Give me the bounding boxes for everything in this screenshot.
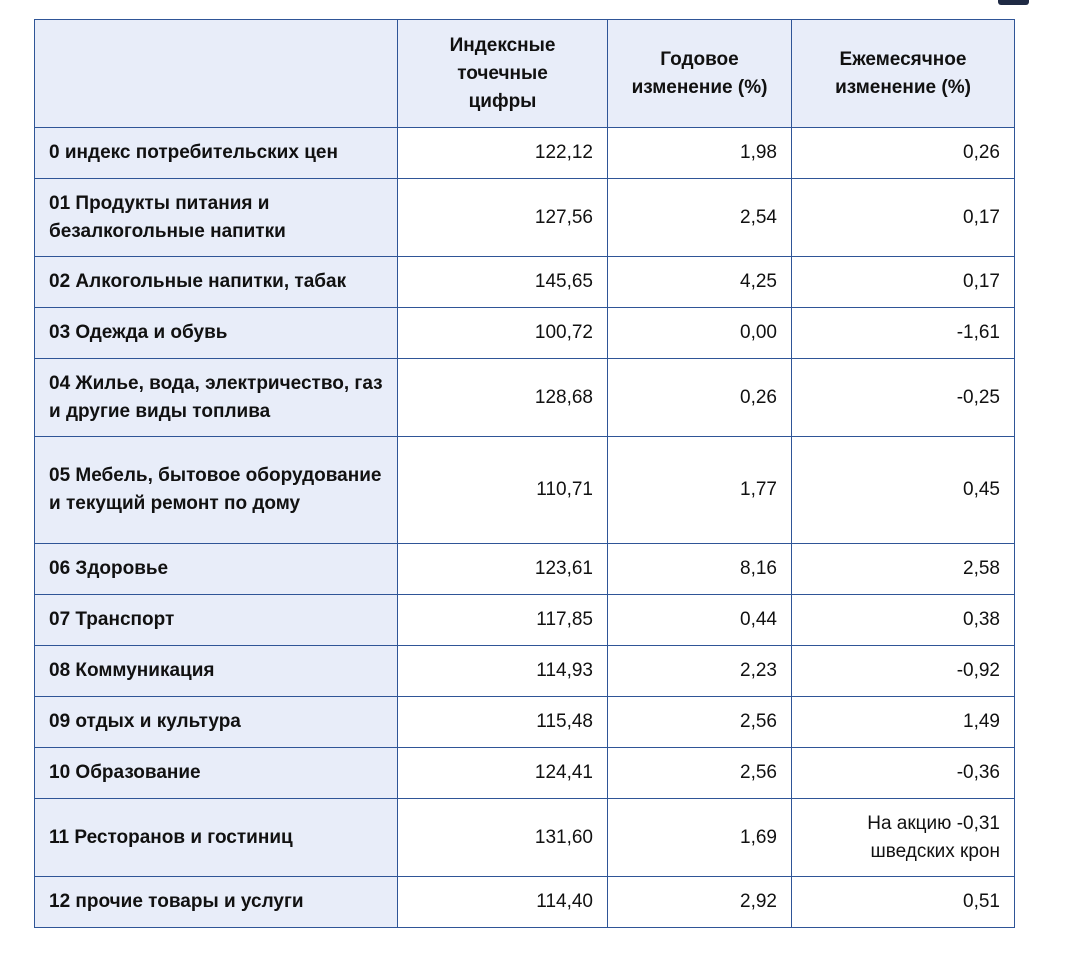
annual-change-value: 8,16 bbox=[608, 544, 792, 595]
index-value: 100,72 bbox=[398, 308, 608, 359]
row-label: 02 Алкогольные напитки, табак bbox=[35, 257, 398, 308]
annual-change-value: 0,00 bbox=[608, 308, 792, 359]
table-row bbox=[35, 748, 1015, 799]
monthly-change-value: 0,51 bbox=[792, 877, 1015, 928]
table-row bbox=[35, 437, 1015, 544]
annual-change-value: 2,23 bbox=[608, 646, 792, 697]
header-annual-change: Годовое изменение (%) bbox=[608, 20, 792, 128]
index-value: 131,60 bbox=[398, 799, 608, 877]
table-row bbox=[35, 179, 1015, 257]
annual-change-value: 0,44 bbox=[608, 595, 792, 646]
row-label: 10 Образование bbox=[35, 748, 398, 799]
row-label: 04 Жилье, вода, электричество, газ и другие виды топлива bbox=[35, 359, 398, 437]
row-label: 12 прочие товары и услуги bbox=[35, 877, 398, 928]
row-label: 03 Одежда и обувь bbox=[35, 308, 398, 359]
table-row bbox=[35, 697, 1015, 748]
table-row bbox=[35, 308, 1015, 359]
table-row bbox=[35, 544, 1015, 595]
row-label: 06 Здоровье bbox=[35, 544, 398, 595]
table-row bbox=[35, 646, 1015, 697]
index-value: 110,71 bbox=[398, 437, 608, 544]
annual-change-value: 1,77 bbox=[608, 437, 792, 544]
table-row bbox=[35, 799, 1015, 877]
monthly-change-value: 0,45 bbox=[792, 437, 1015, 544]
annual-change-value: 2,54 bbox=[608, 179, 792, 257]
index-value: 123,61 bbox=[398, 544, 608, 595]
annual-change-value: 1,69 bbox=[608, 799, 792, 877]
monthly-change-value: 1,49 bbox=[792, 697, 1015, 748]
row-label: 0 индекс потребительских цен bbox=[35, 128, 398, 179]
monthly-change-value: -0,25 bbox=[792, 359, 1015, 437]
index-value: 128,68 bbox=[398, 359, 608, 437]
table-row bbox=[35, 877, 1015, 928]
table-row bbox=[35, 257, 1015, 308]
index-value: 124,41 bbox=[398, 748, 608, 799]
monthly-change-value: -0,92 bbox=[792, 646, 1015, 697]
table-row bbox=[35, 595, 1015, 646]
row-label: 08 Коммуникация bbox=[35, 646, 398, 697]
index-value: 117,85 bbox=[398, 595, 608, 646]
index-value: 145,65 bbox=[398, 257, 608, 308]
monthly-change-value: На акцию -0,31 шведских крон bbox=[792, 799, 1015, 877]
monthly-change-value: 0,17 bbox=[792, 179, 1015, 257]
table-row bbox=[35, 359, 1015, 437]
index-value: 114,40 bbox=[398, 877, 608, 928]
monthly-change-value: 0,17 bbox=[792, 257, 1015, 308]
header-monthly-change: Ежемесячное изменение (%) bbox=[792, 20, 1015, 128]
top-edge-mark bbox=[998, 0, 1029, 5]
header-index-points: Индексные точечные цифры bbox=[398, 20, 608, 128]
table-row bbox=[35, 128, 1015, 179]
index-value: 115,48 bbox=[398, 697, 608, 748]
monthly-change-value: -1,61 bbox=[792, 308, 1015, 359]
index-value: 114,93 bbox=[398, 646, 608, 697]
annual-change-value: 1,98 bbox=[608, 128, 792, 179]
index-value: 127,56 bbox=[398, 179, 608, 257]
header-label-column bbox=[35, 20, 398, 128]
monthly-change-value: -0,36 bbox=[792, 748, 1015, 799]
monthly-change-value: 0,38 bbox=[792, 595, 1015, 646]
row-label: 11 Ресторанов и гостиниц bbox=[35, 799, 398, 877]
row-label: 01 Продукты питания и безалкогольные напитки bbox=[35, 179, 398, 257]
header-row bbox=[35, 20, 1015, 128]
monthly-change-value: 2,58 bbox=[792, 544, 1015, 595]
row-label: 09 отдых и культура bbox=[35, 697, 398, 748]
cpi-table bbox=[34, 19, 1015, 928]
annual-change-value: 2,56 bbox=[608, 697, 792, 748]
annual-change-value: 2,92 bbox=[608, 877, 792, 928]
index-value: 122,12 bbox=[398, 128, 608, 179]
monthly-change-value: 0,26 bbox=[792, 128, 1015, 179]
row-label: 05 Мебель, бытовое оборудование и текущий ремонт по дому bbox=[35, 437, 398, 544]
annual-change-value: 0,26 bbox=[608, 359, 792, 437]
row-label: 07 Транспорт bbox=[35, 595, 398, 646]
annual-change-value: 4,25 bbox=[608, 257, 792, 308]
annual-change-value: 2,56 bbox=[608, 748, 792, 799]
